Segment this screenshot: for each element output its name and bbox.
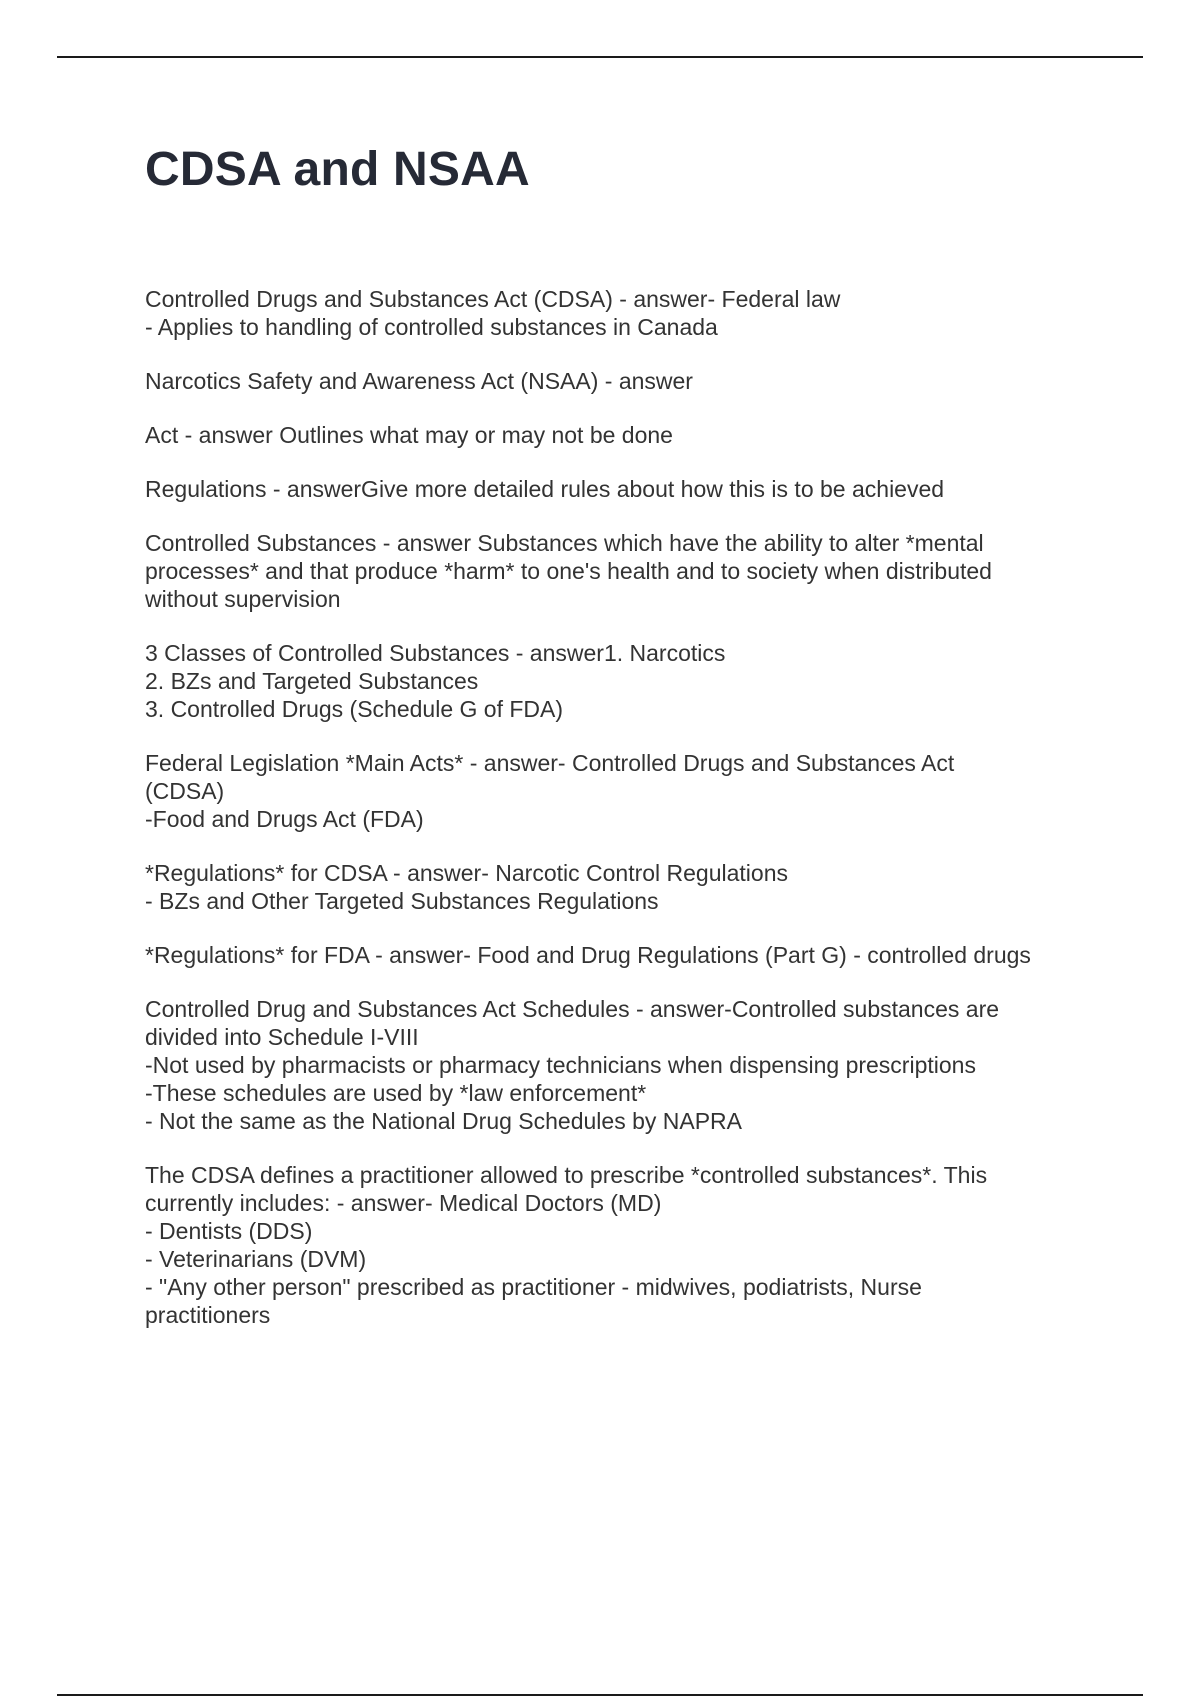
document-title: CDSA and NSAA bbox=[145, 143, 530, 196]
entry-line: Act - answer Outlines what may or may not be done bbox=[145, 422, 673, 448]
qa-entry bbox=[145, 367, 1090, 395]
entry-line: - Veterinarians (DVM) bbox=[145, 1246, 367, 1272]
entry-line: *Regulations* for CDSA - answer- Narcotic Control Regulations bbox=[145, 860, 789, 886]
qa-entry bbox=[145, 529, 1090, 613]
entry-line: processes* and that produce *harm* to one's health and to society when distributed bbox=[145, 558, 992, 584]
entry-line: Regulations - answerGive more detailed rules about how this is to be achieved bbox=[145, 476, 945, 502]
entry-line: 3 Classes of Controlled Substances - answer1. Narcotics bbox=[145, 640, 726, 666]
entry-line: Narcotics Safety and Awareness Act (NSAA) - answer bbox=[145, 368, 693, 394]
entry-line: -Food and Drugs Act (FDA) bbox=[145, 806, 424, 832]
entry-line: 3. Controlled Drugs (Schedule G of FDA) bbox=[145, 696, 564, 722]
entry-line: The CDSA defines a practitioner allowed to prescribe *controlled substances*. This bbox=[145, 1162, 988, 1188]
entry-line: - BZs and Other Targeted Substances Regulations bbox=[145, 888, 659, 914]
qa-entry bbox=[145, 285, 1090, 341]
entry-line: 2. BZs and Targeted Substances bbox=[145, 668, 479, 694]
qa-entry bbox=[145, 1161, 1090, 1329]
qa-entry bbox=[145, 475, 1090, 503]
qa-entry bbox=[145, 995, 1090, 1135]
top-divider bbox=[57, 56, 1143, 58]
bottom-divider bbox=[57, 1694, 1143, 1696]
qa-entry bbox=[145, 421, 1090, 449]
document-body bbox=[145, 285, 1090, 1355]
entry-line: Federal Legislation *Main Acts* - answer- Controlled Drugs and Substances Act bbox=[145, 750, 955, 776]
entry-line: Controlled Substances - answer Substances which have the ability to alter *mental bbox=[145, 530, 984, 556]
entry-line: divided into Schedule I-VIII bbox=[145, 1024, 419, 1050]
entry-line: - Not the same as the National Drug Schedules by NAPRA bbox=[145, 1108, 743, 1134]
qa-entry bbox=[145, 639, 1090, 723]
entry-line: practitioners bbox=[145, 1302, 271, 1328]
entry-line: - Applies to handling of controlled substances in Canada bbox=[145, 314, 718, 340]
entry-line: (CDSA) bbox=[145, 778, 225, 804]
entry-line: -Not used by pharmacists or pharmacy technicians when dispensing prescriptions bbox=[145, 1052, 976, 1078]
entry-line: without supervision bbox=[145, 586, 341, 612]
entry-line: - Dentists (DDS) bbox=[145, 1218, 313, 1244]
entry-line: -These schedules are used by *law enforcement* bbox=[145, 1080, 647, 1106]
entry-line: Controlled Drug and Substances Act Schedules - answer-Controlled substances are bbox=[145, 996, 1000, 1022]
qa-entry bbox=[145, 941, 1090, 969]
entry-line: - "Any other person" prescribed as practitioner - midwives, podiatrists, Nurse bbox=[145, 1274, 922, 1300]
entry-line: currently includes: - answer- Medical Doctors (MD) bbox=[145, 1190, 662, 1216]
qa-entry bbox=[145, 859, 1090, 915]
entry-line: Controlled Drugs and Substances Act (CDSA) - answer- Federal law bbox=[145, 286, 841, 312]
entry-line: *Regulations* for FDA - answer- Food and Drug Regulations (Part G) - controlled drugs bbox=[145, 942, 1031, 968]
qa-entry bbox=[145, 749, 1090, 833]
